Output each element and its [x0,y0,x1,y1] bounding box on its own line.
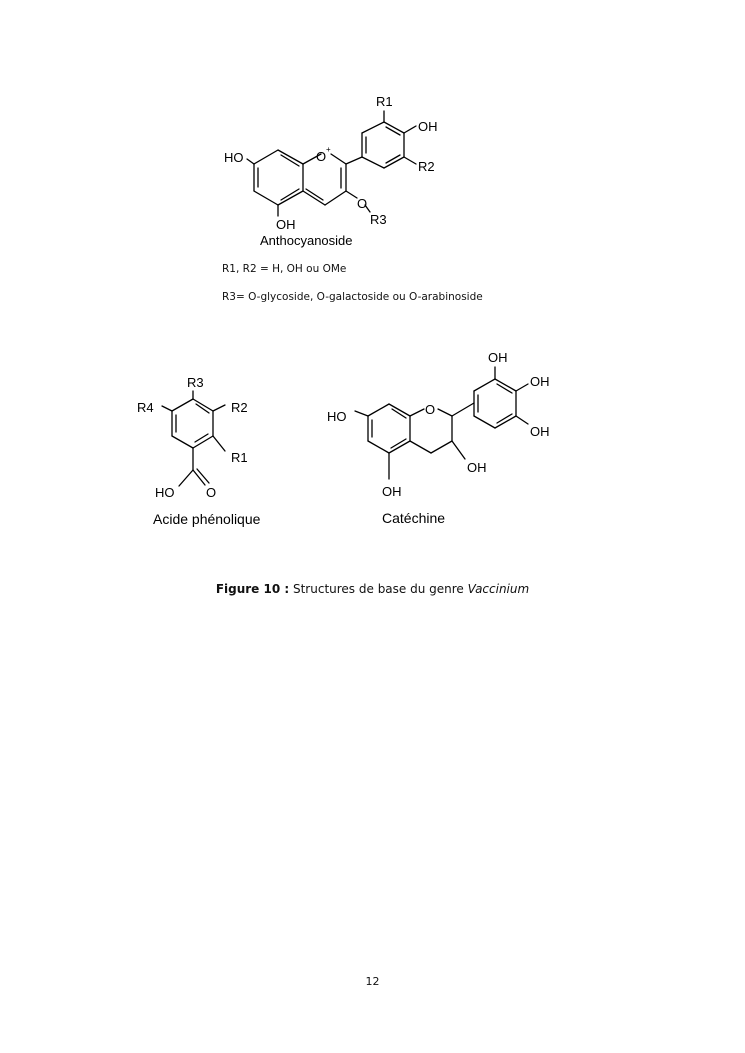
catechine-labels [327,350,550,526]
figure-caption-label: Figure 10 : [215,582,290,596]
anthocyanoside-name: Anthocyanoside [260,233,353,248]
page-number: 12 [365,975,380,988]
anthocyanoside-r1-label: R1 [376,94,393,109]
catechine-5-oh-label: OH [382,484,402,499]
acide-phenolique-name: Acide phénolique [153,511,261,527]
acide-phenolique-hydroxyl-label: HO [155,485,175,500]
figure-caption-genus: Vaccinium [467,582,530,596]
anthocyanoside-r3-label: R3 [370,212,387,227]
anthocyanoside-7-ho-label: HO [224,150,244,165]
catechine-3-oh-label: OH [467,460,487,475]
acide-phenolique-carbonyl-label: O [206,485,217,500]
acide-phenolique-labels [137,375,261,527]
anthocyanoside-bonds [247,111,416,216]
anthocyanoside-flavylium-charge: + [326,145,331,154]
catechine-lower-right-oh-label: OH [530,424,550,439]
anthocyanoside-legend-r1-r2: R1, R2 = H, OH ou OMe [222,263,347,275]
catechine-bonds [355,367,528,479]
acide-phenolique-r3-label: R3 [187,375,204,390]
catechine-top-oh-label: OH [488,350,508,365]
anthocyanoside-5-oh-label: OH [276,217,296,232]
acide-phenolique-r2-label: R2 [231,400,248,415]
anthocyanoside-labels [224,94,438,248]
anthocyanoside-3-oxygen-label: O [357,196,368,211]
catechine-ring-oxygen-label: O [425,402,436,417]
catechine-name: Catéchine [382,510,446,526]
anthocyanoside-ring-oxygen-label: O [316,149,327,164]
catechine-7-ho-label: HO [327,409,347,424]
acide-phenolique-r4-label: R4 [137,400,154,415]
anthocyanoside-r2-label: R2 [418,159,435,174]
anthocyanoside-legend-r3: R3= O-glycoside, O-galactoside ou O-arabinoside [222,291,483,303]
anthocyanoside-4p-oh-label: OH [418,119,438,134]
figure-caption-text: Structures de base du genre [289,582,468,596]
catechine-right-oh-label: OH [530,374,550,389]
figure-caption [0,582,745,596]
acide-phenolique-bonds [162,391,225,486]
acide-phenolique-r1-label: R1 [231,450,248,465]
